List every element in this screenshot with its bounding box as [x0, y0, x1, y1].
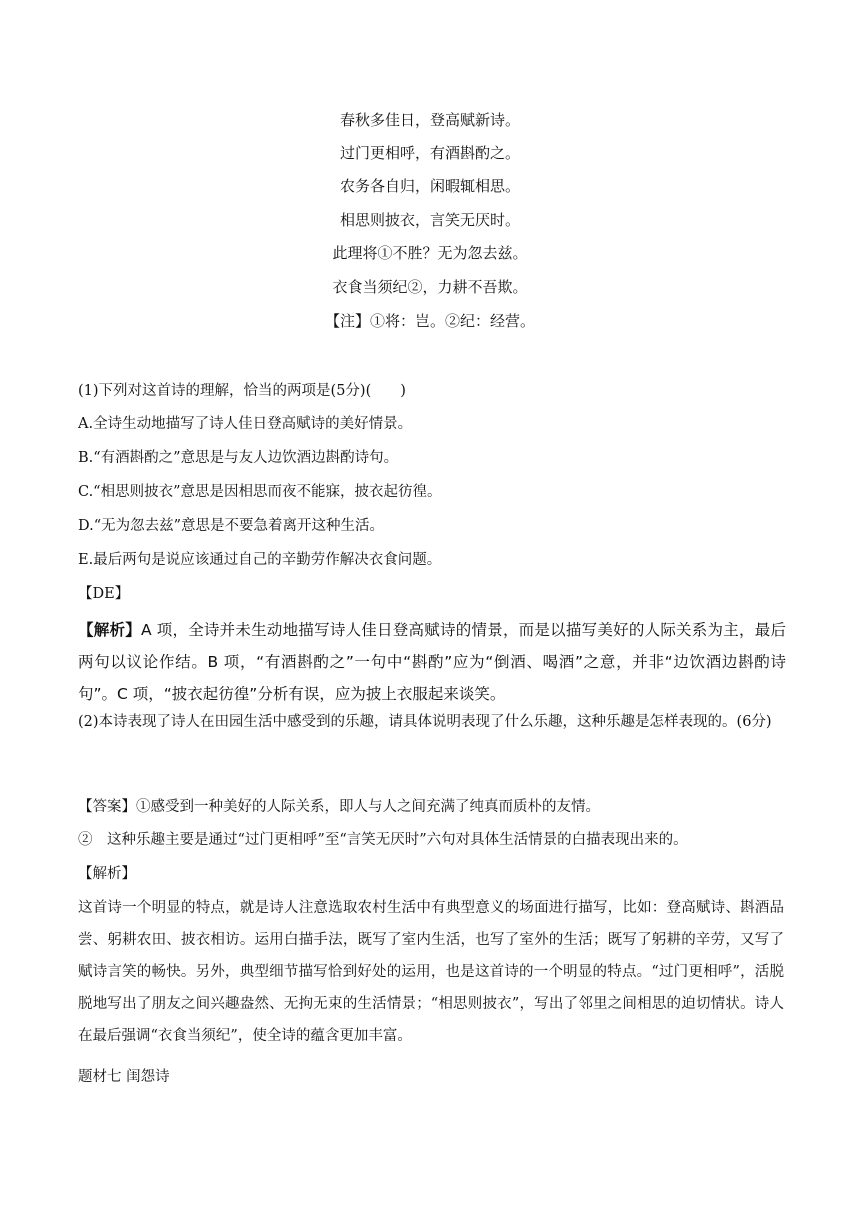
- poem-line-2: 过门更相呼，有酒斟酌之。: [339, 144, 520, 162]
- question-1-option-d: D.“无为忽去兹”意思是不要急着离开这种生活。: [78, 518, 385, 534]
- question-2-analysis-label: 【解析】: [78, 866, 136, 882]
- question-2-answer-1: 【答案】①感受到一种美好的人际关系，即人与人之间充满了纯真而质朴的友情。: [78, 799, 600, 815]
- question-2-answer-2: ② 这种乐趣主要是通过“过门更相呼”至“言笑无厌时”六句对具体生活情景的白描表现出来的。: [78, 832, 688, 848]
- poem-note: 【注】①将：岂。②纪：经营。: [324, 312, 535, 330]
- section-title: 题材七 闺怨诗: [78, 1069, 170, 1085]
- question-2-stem: (2)本诗表现了诗人在田园生活中感受到的乐趣，请具体说明表现了什么乐趣，这种乐趣是怎样表现的。(6分): [78, 714, 772, 730]
- poem-line-5: 此理将①不胜？无为忽去兹。: [332, 244, 528, 262]
- question-1-answer: 【DE】: [78, 586, 130, 602]
- question-1-analysis: [78, 614, 786, 710]
- question-1-option-c: C.“相思则披衣”意思是因相思而夜不能寐，披衣起彷徨。: [78, 484, 442, 500]
- question-1-stem: (1)下列对这首诗的理解，恰当的两项是(5分)( ): [78, 383, 406, 399]
- poem-line-3: 农务各自归，闲暇辄相思。: [339, 177, 520, 195]
- question-1-option-b: B.“有酒斟酌之”意思是与友人边饮酒边斟酌诗句。: [78, 450, 399, 466]
- question-1-option-e: E.最后两句是说应该通过自己的辛勤劳作解决衣食问题。: [78, 552, 442, 568]
- poem-line-4: 相思则披衣，言笑无厌时。: [339, 211, 520, 229]
- poem-line-1: 春秋多佳日，登高赋新诗。: [339, 111, 520, 129]
- analysis-text: A 项，全诗并未生动地描写诗人佳日登高赋诗的情景，而是以描写美好的人际关系为主，最后两句以议论作结。B 项，“有酒斟酌之”一句中“斟酌”应为“倒酒、喝酒”之意，并非“边饮酒边斟酌诗句”。C 项，“披衣起彷徨”分析有误，应为披上衣服起来谈笑。: [78, 621, 786, 703]
- question-2-analysis-text: 这首诗一个明显的特点，就是诗人注意选取农村生活中有典型意义的场面进行描写，比如：登高赋诗、斟酒品尝、躬耕农田、披衣相访。运用白描手法，既写了室内生活，也写了室外的生活；既写了躬耕的辛劳，又写了赋诗言笑的畅快。另外，典型细节描写恰到好处的运用，也是这首诗的一个明显的特点。“过门更相呼”，活脱脱地写出了朋友之间兴趣盎然、无拘无束的生活情景；“相思则披衣”，写出了邻里之间相思的迫切情状。诗人在最后强调“衣食当须纪”，使全诗的蕴含更加丰富。: [78, 900, 784, 1044]
- poem-line-6: 衣食当须纪②，力耕不吾欺。: [332, 278, 528, 296]
- question-1-option-a: A.全诗生动地描写了诗人佳日登高赋诗的美好情景。: [78, 416, 413, 432]
- analysis-label: 【解析】: [78, 621, 141, 639]
